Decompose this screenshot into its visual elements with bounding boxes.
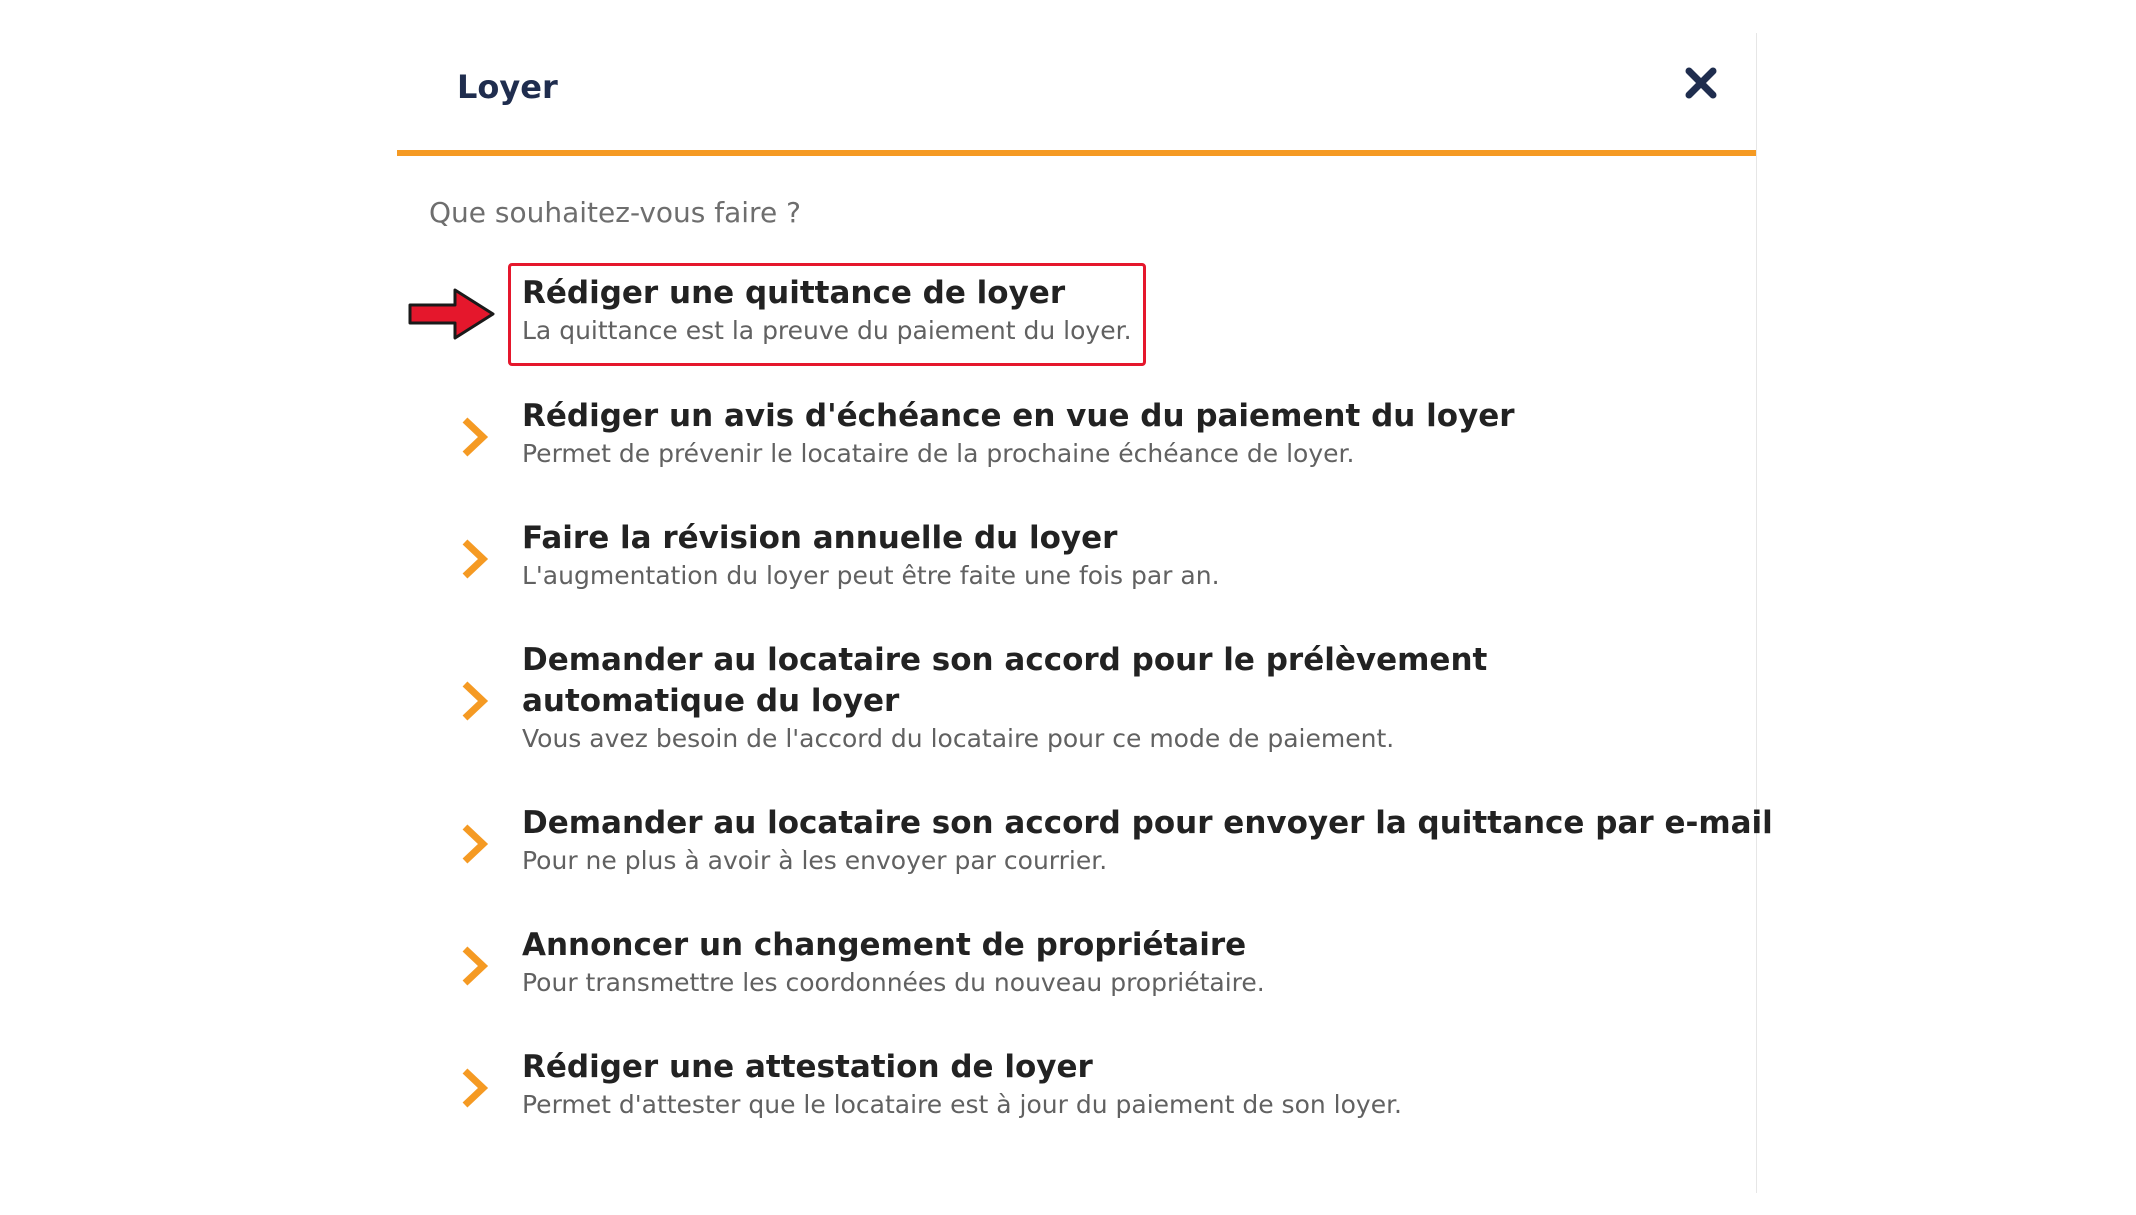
option-changement-proprietaire[interactable] [522, 925, 1682, 999]
option-revision-annuelle[interactable] [522, 518, 1682, 592]
option-description: Vous avez besoin de l'accord du locataire pour ce mode de paiement. [522, 724, 1395, 753]
option-description: Permet de prévenir le locataire de la prochaine échéance de loyer. [522, 439, 1355, 468]
close-button[interactable] [1681, 63, 1721, 103]
chevron-right-icon [459, 944, 489, 988]
option-description: Pour transmettre les coordonnées du nouveau propriétaire. [522, 968, 1265, 997]
dialog-title: Loyer [457, 68, 558, 106]
chevron-right-icon [459, 822, 489, 866]
option-description: Permet d'attester que le locataire est à jour du paiement de son loyer. [522, 1090, 1403, 1119]
option-title: Faire la révision annuelle du loyer [522, 520, 1118, 556]
option-quittance[interactable] [522, 273, 1682, 347]
option-prelevement-automatique[interactable] [522, 640, 1682, 755]
loyer-dialog [397, 33, 1773, 1193]
chevron-right-icon [459, 1066, 489, 1110]
option-avis-echeance[interactable] [522, 396, 1682, 470]
option-title: Annoncer un changement de propriétaire [522, 927, 1247, 963]
option-attestation-loyer[interactable] [522, 1047, 1682, 1121]
option-description: La quittance est la preuve du paiement du loyer. [522, 316, 1132, 345]
close-icon [1681, 63, 1721, 103]
option-title: Rédiger une attestation de loyer [522, 1049, 1093, 1085]
option-quittance-email[interactable] [522, 803, 1773, 877]
option-title: Rédiger un avis d'échéance en vue du paiement du loyer [522, 398, 1515, 434]
red-arrow-icon [407, 286, 497, 342]
chevron-right-icon [459, 537, 489, 581]
option-title: Demander au locataire son accord pour envoyer la quittance par e-mail [522, 805, 1773, 841]
option-description: L'augmentation du loyer peut être faite une fois par an. [522, 561, 1220, 590]
option-title: Demander au locataire son accord pour le prélèvement automatique du loyer [522, 642, 1488, 719]
dialog-header [397, 33, 1756, 156]
chevron-right-icon [459, 679, 489, 723]
chevron-right-icon [459, 415, 489, 459]
dialog-prompt: Que souhaitez-vous faire ? [429, 196, 801, 229]
option-title: Rédiger une quittance de loyer [522, 275, 1066, 311]
option-description: Pour ne plus à avoir à les envoyer par courrier. [522, 846, 1108, 875]
